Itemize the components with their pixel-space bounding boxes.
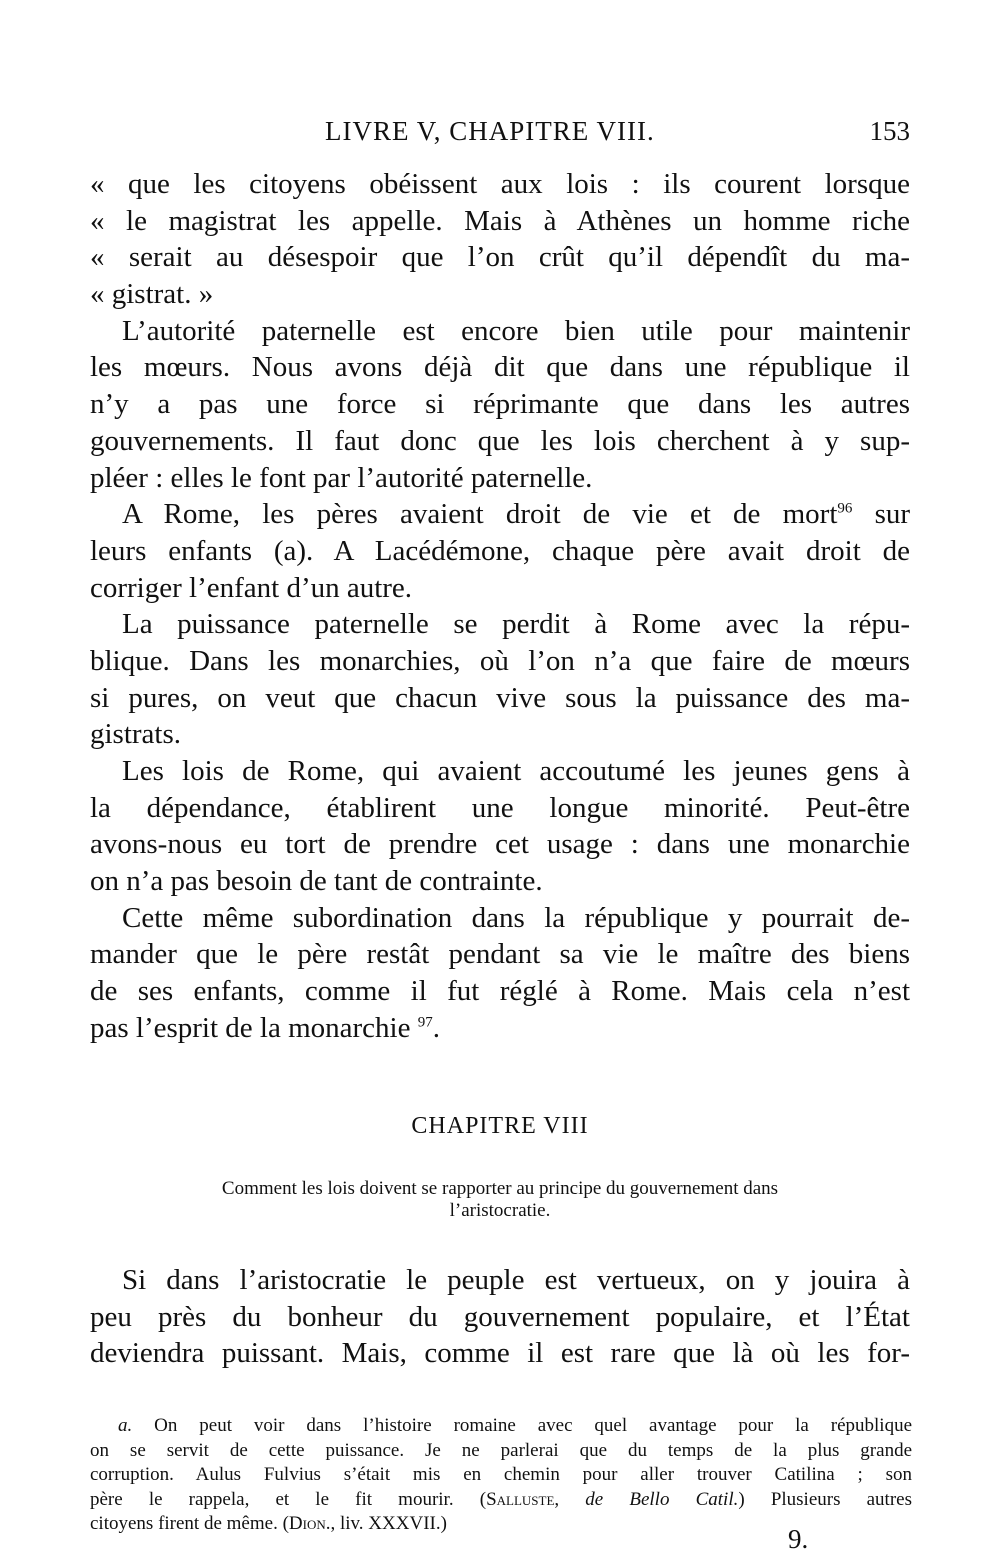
- footnote: [90, 1414, 912, 1537]
- text-line: mander que le père restât pendant sa vie le maître des biens: [90, 938, 910, 971]
- text-segment: On peut voir dans l’histoire romaine avec quel avantage pour la république: [154, 1415, 913, 1436]
- text-line: deviendra puissant. Mais, comme il est rare que là où les for-: [90, 1337, 910, 1370]
- text-line: gouvernements. Il faut donc que les lois cherchent à y sup-: [90, 424, 910, 457]
- chapter-subtitle-line: Comment les lois doivent se rapporter au principe du gouvernement dans: [221, 1178, 779, 1199]
- chapter-subtitle: [120, 1178, 880, 1222]
- paragraph-start-line: [90, 496, 910, 533]
- paragraph-start-line: Les lois de Rome, qui avaient accoutumé les jeunes gens à: [122, 755, 910, 787]
- paragraph-start-line: Cette même subordination dans la république y pourrait de-: [122, 901, 910, 934]
- text-segment: pas l’esprit de la monarchie: [90, 1011, 411, 1044]
- text-segment: .: [432, 1011, 440, 1044]
- text-line: « serait au désespoir que l’on crût qu’il dépendît du ma-: [90, 241, 910, 274]
- main-text: [90, 166, 910, 1047]
- text-segment: ) Plusieurs autres: [738, 1488, 912, 1510]
- chapter-heading: CHAPITRE VIII: [411, 1113, 589, 1139]
- text-line: leurs enfants (a). A Lacédémone, chaque père avait droit de: [90, 534, 910, 567]
- cited-work: de Bello Catil.: [585, 1488, 739, 1510]
- chapter-subtitle-line: l’aristocratie.: [449, 1200, 551, 1221]
- text-line: avons-nous eu tort de prendre cet usage : dans une monarchie: [90, 828, 910, 861]
- signature-mark: 9.: [788, 1524, 809, 1554]
- text-line: on n’a pas besoin de tant de contrainte.: [90, 865, 543, 898]
- running-title: LIVRE V, CHAPITRE VIII.: [325, 116, 655, 146]
- text-line: si pures, on veut que chacun vive sous la puissance des ma-: [90, 681, 910, 714]
- text-segment: A Rome, les pères avaient droit de vie et de mort: [122, 498, 838, 531]
- text-line: les mœurs. Nous avons déjà dit que dans une république il: [90, 351, 910, 384]
- page-header: [90, 116, 910, 152]
- paragraph-start-line: L’autorité paternelle est encore bien utile pour maintenir: [122, 314, 910, 347]
- cited-author: Dion.: [288, 1513, 331, 1534]
- text-line: de ses enfants, comme il fut réglé à Rome. Mais cela n’est: [90, 975, 910, 1008]
- footnote-line: on se servit de cette puissance. Je ne parlerai que du temps de la plus grande: [90, 1439, 912, 1461]
- book-page: [90, 0, 913, 1559]
- text-line: la dépendance, établirent une longue minorité. Peut-être: [90, 791, 910, 824]
- text-line: gistrats.: [90, 718, 182, 751]
- paragraph-start-line: Si dans l’aristocratie le peuple est vertueux, on y jouira à: [122, 1264, 910, 1296]
- text-line: « le magistrat les appelle. Mais à Athènes un homme riche: [90, 204, 910, 237]
- text-line: « que les citoyens obéissent aux lois : ils courent lorsque: [90, 168, 910, 200]
- text-line: n’y a pas une force si réprimante que dans les autres: [90, 388, 910, 421]
- note-reference-97: 97: [417, 1014, 433, 1031]
- footnote-line: [90, 1414, 912, 1439]
- chapter-text: [90, 1262, 910, 1372]
- text-line: [90, 1010, 910, 1047]
- cited-author: Salluste: [486, 1488, 555, 1510]
- text-line: blique. Dans les monarchies, où l’on n’a que faire de mœurs: [90, 644, 910, 677]
- text-segment: père le rappela, et le fit mourir. (: [90, 1488, 487, 1510]
- text-line: « gistrat. »: [90, 278, 214, 311]
- text-segment: , liv. XXXVII.): [330, 1513, 447, 1534]
- text-segment: sur: [874, 498, 911, 531]
- paragraph-start-line: La puissance paternelle se perdit à Rome avec la répu-: [122, 608, 910, 641]
- text-segment: citoyens firent de même. (: [90, 1513, 289, 1534]
- text-line: corriger l’enfant d’un autre.: [90, 571, 413, 604]
- text-segment: ,: [554, 1488, 586, 1510]
- footnote-line: [90, 1488, 912, 1513]
- text-line: pléer : elles le font par l’autorité paternelle.: [90, 461, 593, 494]
- page-number: 153: [869, 116, 910, 146]
- text-line: peu près du bonheur du gouvernement populaire, et l’État: [90, 1300, 910, 1333]
- note-reference-96: 96: [837, 500, 853, 517]
- footnote-line: corruption. Aulus Fulvius s’était mis en chemin pour aller trouver Catilina ; son: [90, 1464, 912, 1485]
- footnote-marker: a.: [118, 1415, 133, 1436]
